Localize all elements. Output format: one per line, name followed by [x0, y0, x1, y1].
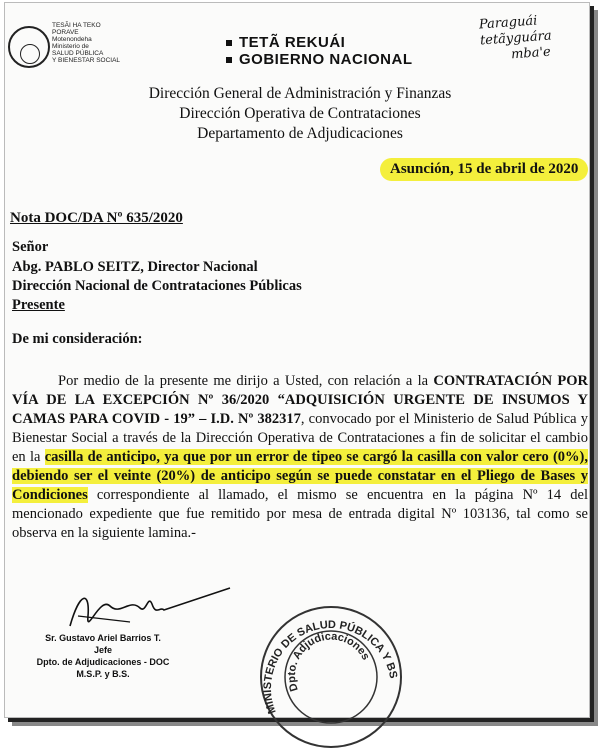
signature-block: Sr. Gustavo Ariel Barrios T. Jefe Dpto. de Adjudicaciones - DOC M.S.P. y B.S. [36, 633, 170, 679]
addressee-office: Dirección Nacional de Contrataciones Públicas [12, 278, 302, 294]
addressee-name: Abg. PABLO SEITZ, Director Nacional [12, 259, 258, 275]
note-number: Nota DOC/DA Nº 635/2020 [10, 210, 183, 226]
department-line: Dirección Operativa de Contrataciones [179, 105, 421, 122]
stamp-inner-text: Dpto. Adjudicaciones [285, 630, 372, 693]
procurement-title: CONTRATACIÓN POR VÍA DE LA EXCEPCIÓN Nº 36/2020 “ADQUISICIÓN URGENTE DE INSUMOS Y CAMAS PARA COVID - 19” – I.D. Nº 382317 [12, 373, 588, 427]
government-logo: TETÃ REKUÁI GOBIERNO NACIONAL [226, 34, 413, 68]
addressee-salutation: Señor [12, 239, 49, 255]
stamp-outer-text: MINISTERIO DE SALUD PÚBLICA Y BS [261, 618, 400, 716]
ministry-seal [8, 20, 158, 72]
document-date: Asunción, 15 de abril de 2020 [380, 158, 588, 181]
slogan: Paraguái tetãyguára mba'e [478, 13, 553, 63]
highlighted-text: casilla de anticipo, ya que por un error de tipeo se cargó la casilla con valor cero (0%), debiendo ser el veinte (20%) de anticipo según se puede constatar en el Pliego de Bases y Condiciones [12, 449, 588, 503]
addressee-presente: Presente [12, 297, 65, 313]
flag-square-icon [226, 57, 232, 63]
ministry-seal-text: TESÃI HA TEKO PORAVE Motenondeha Ministerio de SALUD PÚBLICA Y BIENESTAR SOCIAL [52, 22, 121, 64]
greeting: De mi consideración: [12, 331, 143, 347]
department-line: Dirección General de Administración y Finanzas [148, 85, 452, 102]
department-stamp [256, 602, 406, 752]
department-line: Departamento de Adjudicaciones [197, 125, 403, 142]
coat-of-arms-icon [8, 26, 50, 68]
body-paragraph: Por medio de la presente me dirijo a Usted, con relación a la CONTRATACIÓN POR VÍA DE LA EXCEPCIÓN Nº 36/2020 “ADQUISICIÓN URGENTE DE INSUMOS Y CAMAS PARA COVID - 19” – I.D. Nº 382317, convocado por el Ministerio de Salud Pública y Bienestar Social a través de la Dirección Operativa de Contrataciones a fin de solicitar el cambio en la casilla de anticipo, ya que por un error de tipeo se cargó la casilla con valor cero (0%), debiendo ser el veinte (20%) de anticipo según se puede constatar en el Pliego de Bases y Condiciones correspondiente al llamado, el mismo se encuentra en la página Nº 14 del mencionado expediente que fue remitido por mesa de entrada digital Nº 103136, tal como se observa en la siguiente lamina.- [12, 373, 588, 541]
flag-square-icon [226, 40, 232, 46]
